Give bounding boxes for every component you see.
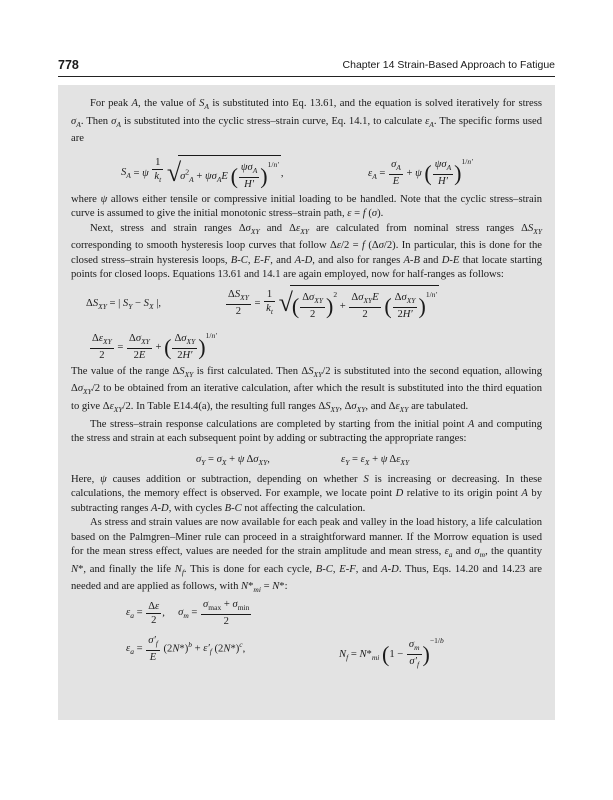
- equation-half-ranges: $\Delta S_{XY}$ = | $S_Y - S_X$ |, $\Delta S_{XY}$ 2 = $\frac{1}{k_t}$ √( $\Delta\sigma_{XY}$ 2 )$^2$ + $\Delta\sigma_{XY}E$ 2 ( $\Delta\sigma_{XY}$ 2H′ )$^{1/n'}$ $\Delta\varepsilon_{XY}$ 2 = $\Delta\sigma_{XY}$ 2E + ( $\Delta\sigma_{XY}$ 2H′ )$^{1/n'}$: [71, 283, 542, 365]
- page-header: [58, 58, 555, 76]
- paragraph-3: Next, stress and strain ranges $\Delta\sigma_{XY}$ and $\Delta\varepsilon_{XY}$ are calculated from nominal stress ranges $\Delta S_{XY}$ corresponding to smooth hysteresis loop curves that follow Δε/2 = f (Δσ/2). In particular, this is done for the closed stress–strain hysteresis loops, B-C, E-F, and A-D, and also for ranges A-B and D-E that locate starting points for closed loops. Equations 13.61 and 14.1 are again employed, now for half-ranges as follows:: [71, 222, 543, 281]
- header-rule: [58, 76, 555, 77]
- equation-life: $\varepsilon_a$ = $\frac{\Delta\varepsilon}{2}$ , $\sigma_m$ = $\sigma_{max} + \sigma_{min}$ 2 $\varepsilon_a$ = $\frac{\sigma'_f}{E}$ $(2N*)^b + \varepsilon'_f$ $(2N*)^c$, $N_f = N*_{mi}$ (1 − $\frac{\sigma_m}{\sigma'_f}$ )$^{-1/b}$: [126, 598, 444, 670]
- paragraph-2: where ψ allows either tensile or compressive initial loading to be handled. Note that the cyclic stress–strain curve is assumed to give the initial monotonic stress–strain path, ε = f (σ).: [71, 193, 542, 220]
- paragraph-4: The value of the range $\Delta S_{XY}$ is first calculated. Then $\Delta S_{XY}/2$ is substituted into the second equation, allowing $\Delta\sigma_{XY}/2$ to be obtained from an iterative calculation, after which the result is substituted into the third equation to give $\Delta\varepsilon_{XY}/2$. In Table E14.4(a), the resulting full ranges $\Delta S_{XY}$, $\Delta\sigma_{XY}$, and $\Delta\varepsilon_{XY}$ are tabulated.: [71, 365, 543, 415]
- paragraph-7: As stress and strain values are now available for each peak and valley in the load history, a life calculation based on the Palmgren–Miner rule can proceed in a straightforward manner. If the Morrow equation is used for the mean stress effect, values are needed for the strain amplitude and mean stress, $\varepsilon_a$ and $\sigma_m$, the quantity N*, and finally the life $N_f$. This is done for each cycle, B-C, E-F, and A-D. Thus, Eqs. 14.20 and 14.23 are needed and are applied as follows, with $N*_{mi} = N*$:: [71, 517, 543, 595]
- running-head: Chapter 14 Strain-Based Approach to Fatigue: [342, 59, 555, 71]
- paragraph-6: Here, ψ causes addition or subtraction, depending on whether S is increasing or decreasing. In these calculations, the memory effect is observed. For example, we locate point D relative to its origin point A by subtracting ranges A-D, with cycles B-C not affecting the calculation.: [71, 473, 542, 514]
- equation-point-update: $\sigma_Y = \sigma_X + \psi$ $\Delta\sigma_{XY}$, $\varepsilon_Y = \varepsilon_X + \psi$ $\Delta\varepsilon_{XY}$: [196, 453, 410, 467]
- equation-peak-a: $S_A = \psi$ $\frac{1}{k_t}$ $√\sigma^2_A + \psi\sigma_AE$ ( $\psi\sigma_A$ H′ )$^{1/n'}$, $\varepsilon_A$ = $\frac{\sigma_A}{E}$ + ψ ( $\psi\sigma_A$ H′ )$^{1/n'}$: [121, 156, 473, 191]
- page-number: 778: [58, 58, 79, 72]
- paragraph-5: The stress–strain response calculations are completed by starting from the initial point A and computing the stress and strain at each subsequent point by adding or subtracting the appropriate ranges:: [71, 418, 542, 445]
- paragraph-1: For peak A, the value of $S_A$ is substituted into Eq. 13.61, and the equation is solved iteratively for stress $\sigma_A$. Then $\sigma_A$ is substituted into the cyclic stress–strain curve, Eq. 14.1, to calculate $\varepsilon_A$. The specific forms used are: [71, 98, 542, 145]
- example-box: [58, 85, 555, 720]
